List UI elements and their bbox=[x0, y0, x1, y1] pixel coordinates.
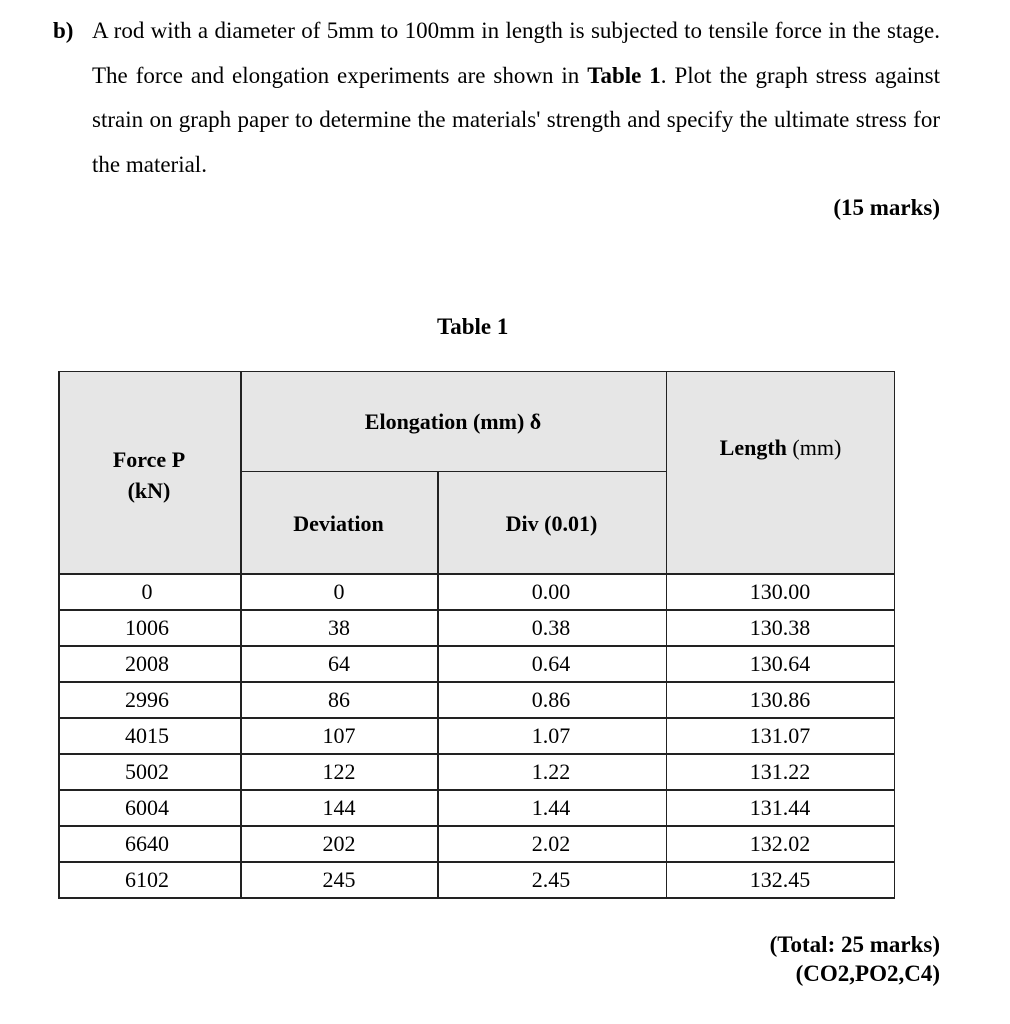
table-cell-force: 6640 bbox=[125, 831, 169, 856]
table-cell-length: 132.45 bbox=[749, 867, 811, 892]
table-cell-force: 1006 bbox=[125, 615, 169, 640]
header-force: Force P (kN) bbox=[112, 447, 186, 503]
table-cell-deviation: 144 bbox=[322, 795, 356, 820]
table-cell-div: 0.00 bbox=[531, 579, 571, 604]
table-cell-length: 130.64 bbox=[749, 651, 811, 676]
table-cell-length: 131.22 bbox=[749, 759, 811, 784]
table-cell-div: 0.64 bbox=[531, 651, 571, 676]
header-elongation: Elongation (mm) δ bbox=[364, 408, 542, 434]
header-length-label: Length bbox=[719, 434, 787, 460]
row-sep bbox=[58, 861, 895, 863]
question-label: b) bbox=[53, 18, 74, 43]
row-sep bbox=[58, 609, 895, 611]
table-cell-deviation: 38 bbox=[328, 615, 350, 640]
table-cell-force: 5002 bbox=[125, 759, 169, 784]
table-title: Table 1 bbox=[437, 314, 509, 339]
border-right bbox=[894, 371, 895, 898]
header-length-unit: (mm) bbox=[786, 434, 842, 460]
table-cell-deviation: 86 bbox=[328, 687, 350, 712]
table-cell-length: 131.07 bbox=[749, 723, 811, 748]
row-sep bbox=[58, 681, 895, 683]
table-cell-deviation: 107 bbox=[322, 723, 356, 748]
table-cell-div: 0.38 bbox=[531, 615, 571, 640]
row-sep bbox=[58, 825, 895, 827]
table-cell-force: 6102 bbox=[125, 867, 169, 892]
question-text bbox=[92, 9, 940, 187]
table-cell-div: 1.44 bbox=[531, 795, 571, 820]
table-cell-div: 1.07 bbox=[531, 723, 571, 748]
row-sep bbox=[58, 753, 895, 755]
data-table bbox=[58, 371, 895, 898]
table-cell-div: 2.45 bbox=[531, 867, 571, 892]
header-length bbox=[666, 411, 895, 483]
table-cell-div: 1.22 bbox=[531, 759, 571, 784]
table-cell-deviation: 122 bbox=[322, 759, 356, 784]
header-sub-divider bbox=[240, 471, 666, 472]
question-marks: (15 marks) bbox=[833, 195, 940, 220]
col-sep bbox=[240, 371, 242, 898]
header-deviation: Deviation bbox=[293, 510, 384, 536]
row-sep bbox=[58, 717, 895, 719]
total-marks-block bbox=[770, 930, 940, 988]
table-cell-deviation: 0 bbox=[333, 579, 345, 604]
table-cell-deviation: 245 bbox=[322, 867, 356, 892]
row-sep bbox=[58, 789, 895, 791]
table-cell-deviation: 64 bbox=[328, 651, 350, 676]
table-cell-deviation: 202 bbox=[322, 831, 356, 856]
table-cell-length: 130.00 bbox=[749, 579, 811, 604]
border-bottom bbox=[58, 897, 895, 899]
col-sep bbox=[437, 471, 439, 898]
col-sep bbox=[666, 371, 667, 898]
row-sep bbox=[58, 645, 895, 647]
table-cell-force: 0 bbox=[141, 579, 153, 604]
table-cell-force: 4015 bbox=[125, 723, 169, 748]
question-text-before: A rod with a diameter of 5mm to 100mm in length is subjected to tensile force in the stage. The force and elongation experiments are shown in bbox=[92, 18, 940, 88]
table-cell-force: 6004 bbox=[125, 795, 169, 820]
header-div: Div (0.01) bbox=[505, 510, 598, 536]
table-cell-div: 0.86 bbox=[531, 687, 571, 712]
table-cell-length: 131.44 bbox=[749, 795, 811, 820]
table-cell-div: 2.02 bbox=[531, 831, 571, 856]
header-bottom bbox=[58, 573, 895, 575]
course-outcomes: (CO2,PO2,C4) bbox=[795, 961, 940, 986]
table-cell-length: 130.38 bbox=[749, 615, 811, 640]
table-cell-force: 2008 bbox=[125, 651, 169, 676]
total-marks: (Total: 25 marks) bbox=[769, 932, 940, 957]
border-left bbox=[58, 371, 60, 898]
table-cell-length: 132.02 bbox=[749, 831, 811, 856]
border-top bbox=[58, 371, 895, 372]
table-cell-length: 130.86 bbox=[749, 687, 811, 712]
table-cell-force: 2996 bbox=[125, 687, 169, 712]
table-reference: Table 1 bbox=[587, 62, 661, 88]
question-text-after: . Plot the graph stress against strain on graph paper to determine the materials' strength and specify the ultimate stress for the material. bbox=[92, 62, 941, 177]
